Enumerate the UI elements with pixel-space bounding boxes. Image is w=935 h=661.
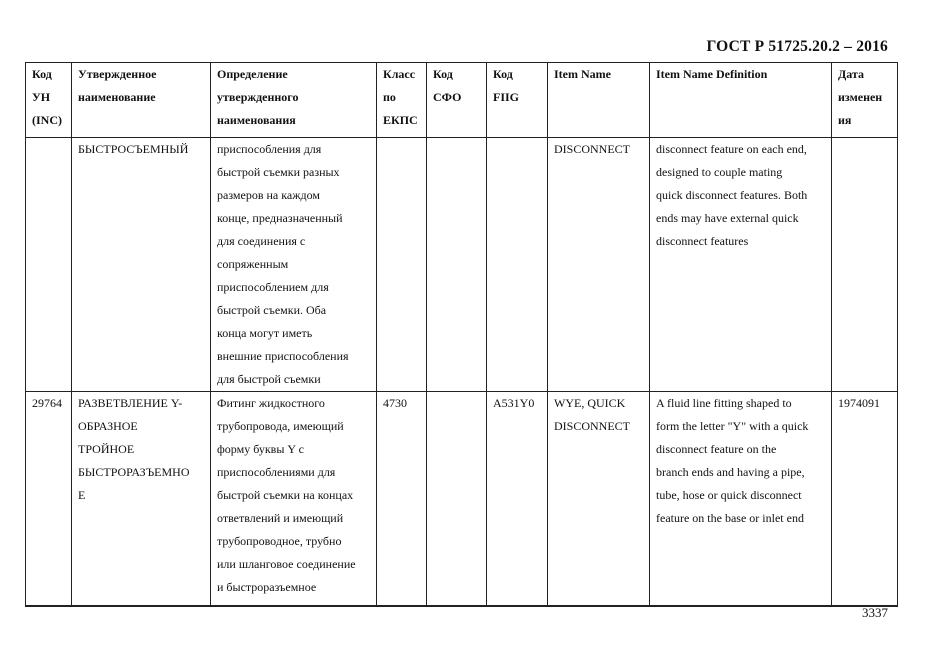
header-change-date: Дата изменен ия <box>832 63 898 138</box>
cell-fiig-code: A531Y0 <box>487 392 548 606</box>
cell-item-name: DISCONNECT <box>548 138 650 392</box>
header-sfo-code: Код СФО <box>427 63 487 138</box>
cell-approved-name: БЫСТРОСЪЕМНЫЙ <box>72 138 211 392</box>
cell-approved-name: РАЗВЕТВЛЕНИЕ Y- ОБРАЗНОЕ ТРОЙНОЕ БЫСТРОРАЗЪЕМНО Е <box>72 392 211 606</box>
cell-definition: Фитинг жидкостного трубопровода, имеющий форму буквы Y с приспособлениями для быстрой съемки на концах ответвлений и имеющий трубопроводное, трубно или шланговое соединение и быстроразъемное <box>211 392 377 606</box>
header-fiig-code: Код FIIG <box>487 63 548 138</box>
header-item-name-definition: Item Name Definition <box>650 63 832 138</box>
cell-fiig-code <box>487 138 548 392</box>
cell-inc: 29764 <box>26 392 72 606</box>
table-header-row <box>26 63 898 138</box>
cell-ekps-class <box>377 138 427 392</box>
cell-change-date <box>832 138 898 392</box>
document-code: ГОСТ Р 51725.20.2 – 2016 <box>706 38 888 55</box>
cell-inc <box>26 138 72 392</box>
header-approved-name: Утвержденное наименование <box>72 63 211 138</box>
header-ekps-class: Класс по ЕКПС <box>377 63 427 138</box>
cell-item-name-definition: A fluid line fitting shaped to form the letter "Y" with a quick disconnect feature on the branch ends and having a pipe, tube, hose or quick disconnect feature on the base or inlet end <box>650 392 832 606</box>
header-definition: Определение утвержденного наименования <box>211 63 377 138</box>
cell-item-name: WYE, QUICK DISCONNECT <box>548 392 650 606</box>
cell-sfo-code <box>427 392 487 606</box>
cell-change-date: 1974091 <box>832 392 898 606</box>
cell-sfo-code <box>427 138 487 392</box>
table-row <box>26 392 898 606</box>
header-inc: Код УН (INC) <box>26 63 72 138</box>
header-item-name: Item Name <box>548 63 650 138</box>
cell-definition: приспособления для быстрой съемки разных размеров на каждом конце, предназначенный для соединения с сопряженным приспособлением для быстрой съемки. Оба конца могут иметь внешние приспособления для быстрой съемки <box>211 138 377 392</box>
table-row <box>26 138 898 392</box>
page-number: 3337 <box>862 605 888 620</box>
catalog-table <box>25 62 898 607</box>
cell-item-name-definition: disconnect feature on each end, designed to couple mating quick disconnect features. Both ends may have external quick disconnect features <box>650 138 832 392</box>
cell-ekps-class: 4730 <box>377 392 427 606</box>
